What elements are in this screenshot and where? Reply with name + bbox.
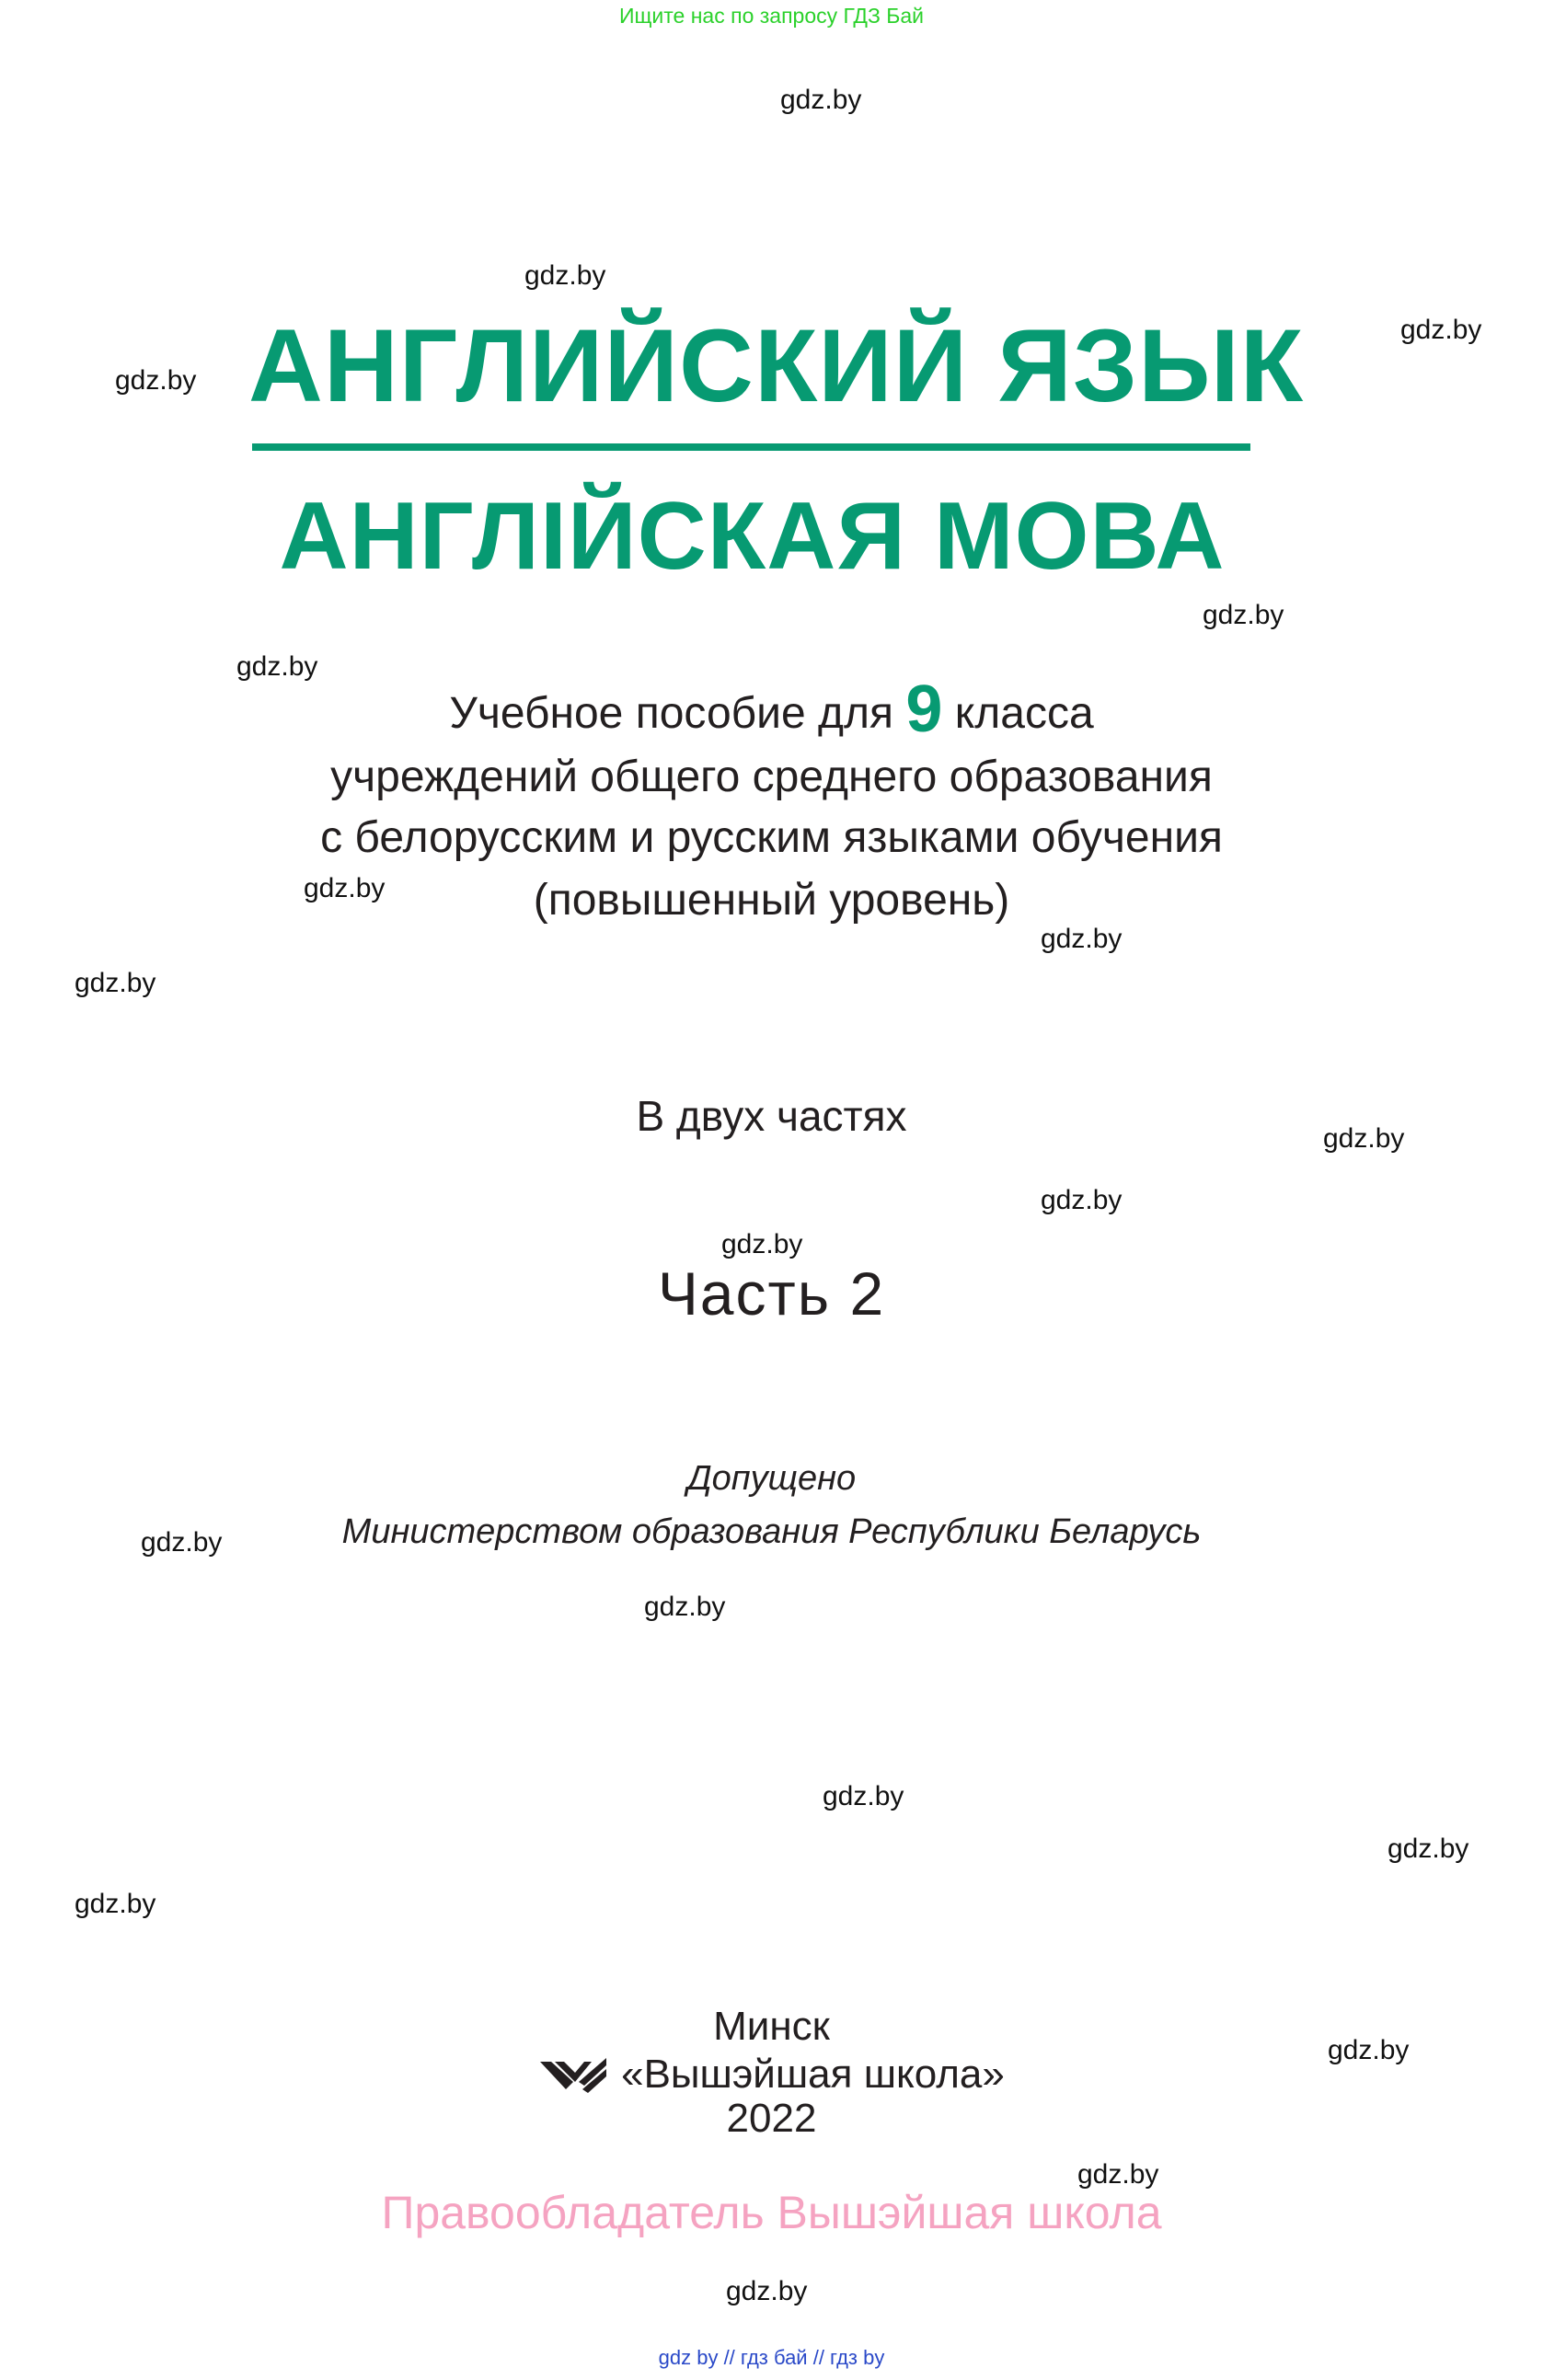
approval-line-1: Допущено [686,1459,857,1498]
watermark: gdz.by [141,1527,223,1558]
subtitle-line-1 [0,673,1543,746]
watermark: gdz.by [236,651,318,682]
part-label: Часть 2 [657,1259,886,1328]
approval-line-2: Министерством образования Республики Беларусь [341,1512,1202,1551]
year: 2022 [726,2096,817,2141]
watermark: gdz.by [115,365,197,396]
watermark: gdz.by [780,85,862,115]
watermark: gdz.by [721,1229,803,1259]
subtitle-line-2: учреждений общего среднего образования [330,753,1213,801]
footer-links[interactable]: gdz by // гдз бай // гдз by [658,2346,885,2369]
watermark: gdz.by [1328,2035,1410,2065]
watermark: gdz.by [1041,1185,1123,1215]
watermark: gdz.by [304,873,386,903]
watermark: gdz.by [823,1781,904,1811]
publisher-logo-icon [538,2054,608,2095]
watermark: gdz.by [1203,600,1284,630]
search-hint: Ищите нас по запросу ГДЗ Бай [618,4,925,28]
title-russian: АНГЛИЙСКИЙ ЯЗЫК [248,308,1305,423]
subtitle-prefix: Учебное пособие для [449,689,893,738]
city: Минск [713,2004,830,2049]
watermark: gdz.by [1323,1123,1405,1154]
watermark: gdz.by [524,260,606,291]
subtitle-line-4: (повышенный уровень) [533,876,1010,925]
parts-note: В двух частях [636,1092,907,1140]
watermark: gdz.by [1041,924,1123,954]
watermark: gdz.by [1400,315,1482,345]
watermark: gdz.by [75,1889,156,1919]
title-divider [252,443,1250,451]
publisher-name: «Вышэйшая школа» [621,2052,1005,2097]
watermark: gdz.by [1077,2159,1159,2190]
subtitle-line-3: с белорусским и русским языками обучения [320,813,1223,862]
title-belarusian: АНГЛІЙСКАЯ МОВА [279,483,1226,590]
rights-holder: Правообладатель Вышэйшая школа [381,2187,1162,2238]
watermark: gdz.by [644,1592,726,1622]
watermark: gdz.by [726,2276,808,2306]
subtitle-suffix: класса [954,689,1094,738]
publisher-row [0,2052,1543,2098]
watermark: gdz.by [1388,1834,1469,1864]
watermark: gdz.by [75,968,156,998]
grade-number: 9 [905,673,943,746]
